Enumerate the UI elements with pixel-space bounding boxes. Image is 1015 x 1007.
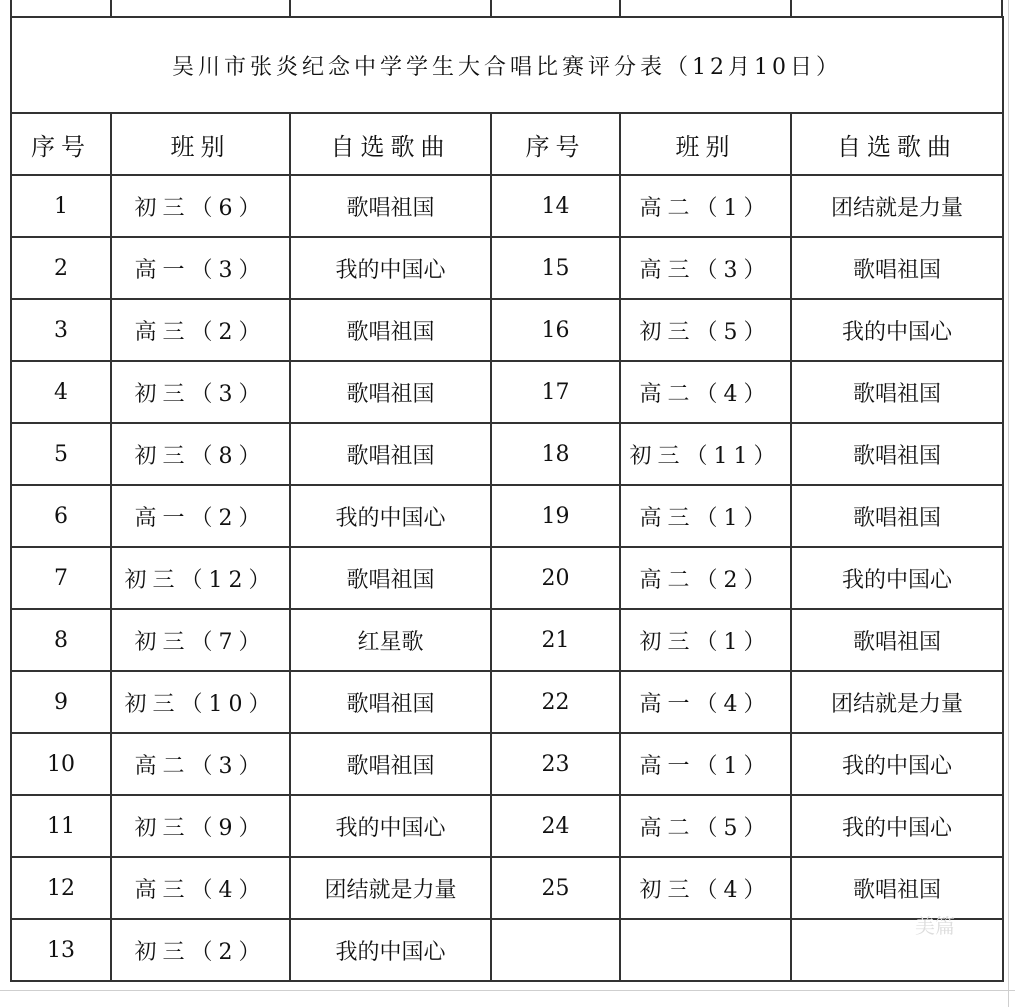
number-cell[interactable]: 19 [491, 485, 620, 547]
watermark-logo: 美篇 [915, 914, 955, 938]
cell-border [490, 0, 492, 16]
song-cell[interactable]: 歌唱祖国 [290, 547, 491, 609]
song-cell[interactable]: 歌唱祖国 [791, 237, 1003, 299]
number-cell[interactable]: 25 [491, 857, 620, 919]
number-cell[interactable]: 4 [11, 361, 111, 423]
class-cell[interactable]: 初三（4） [620, 857, 791, 919]
number-cell[interactable]: 13 [11, 919, 111, 981]
class-cell[interactable]: 初三（9） [111, 795, 290, 857]
song-cell[interactable]: 我的中国心 [290, 237, 491, 299]
table-row [11, 733, 1003, 795]
table-row [11, 485, 1003, 547]
table-row [11, 237, 1003, 299]
class-cell[interactable]: 初三（6） [111, 175, 290, 237]
table-row [11, 671, 1003, 733]
number-cell[interactable]: 3 [11, 299, 111, 361]
song-cell[interactable]: 歌唱祖国 [791, 361, 1003, 423]
song-cell[interactable]: 歌唱祖国 [791, 423, 1003, 485]
cell-border [110, 0, 112, 16]
table-row [11, 609, 1003, 671]
song-cell[interactable]: 红星歌 [290, 609, 491, 671]
header-row [11, 113, 1003, 175]
cell-border [1001, 0, 1003, 16]
class-cell[interactable] [620, 919, 791, 981]
number-cell[interactable]: 22 [491, 671, 620, 733]
number-cell[interactable]: 20 [491, 547, 620, 609]
song-cell[interactable]: 我的中国心 [290, 795, 491, 857]
table-row [11, 299, 1003, 361]
song-cell[interactable]: 歌唱祖国 [290, 423, 491, 485]
class-cell[interactable]: 初三（7） [111, 609, 290, 671]
song-cell[interactable]: 我的中国心 [290, 485, 491, 547]
class-cell[interactable]: 高二（4） [620, 361, 791, 423]
number-cell[interactable]: 21 [491, 609, 620, 671]
class-cell[interactable]: 高三（4） [111, 857, 290, 919]
song-cell[interactable]: 歌唱祖国 [290, 299, 491, 361]
table-row [11, 857, 1003, 919]
class-cell[interactable]: 高一（4） [620, 671, 791, 733]
cell-border [10, 0, 12, 16]
class-cell[interactable]: 高二（3） [111, 733, 290, 795]
number-cell[interactable]: 5 [11, 423, 111, 485]
table-title[interactable]: 吴川市张炎纪念中学学生大合唱比赛评分表（12月10日） [11, 17, 1003, 113]
class-cell[interactable]: 初三（11） [620, 423, 791, 485]
header-number[interactable]: 序号 [491, 113, 620, 175]
song-cell[interactable]: 歌唱祖国 [290, 671, 491, 733]
class-cell[interactable]: 初三（8） [111, 423, 290, 485]
gridline [1008, 0, 1009, 1007]
header-song[interactable]: 自选歌曲 [290, 113, 491, 175]
number-cell[interactable]: 9 [11, 671, 111, 733]
number-cell[interactable]: 2 [11, 237, 111, 299]
number-cell[interactable]: 1 [11, 175, 111, 237]
header-class[interactable]: 班别 [111, 113, 290, 175]
class-cell[interactable]: 初三（12） [111, 547, 290, 609]
number-cell[interactable]: 6 [11, 485, 111, 547]
cell-border [790, 0, 792, 16]
number-cell[interactable]: 18 [491, 423, 620, 485]
song-cell[interactable]: 团结就是力量 [791, 671, 1003, 733]
class-cell[interactable]: 高二（1） [620, 175, 791, 237]
table-row [11, 175, 1003, 237]
song-cell[interactable]: 我的中国心 [791, 795, 1003, 857]
table-row [11, 547, 1003, 609]
number-cell[interactable] [491, 919, 620, 981]
number-cell[interactable]: 16 [491, 299, 620, 361]
gridline [0, 990, 1015, 991]
song-cell[interactable]: 歌唱祖国 [791, 857, 1003, 919]
song-cell[interactable]: 团结就是力量 [290, 857, 491, 919]
number-cell[interactable]: 23 [491, 733, 620, 795]
song-cell[interactable]: 我的中国心 [791, 299, 1003, 361]
song-cell[interactable]: 团结就是力量 [791, 175, 1003, 237]
class-cell[interactable]: 高二（5） [620, 795, 791, 857]
cell-border [619, 0, 621, 16]
number-cell[interactable]: 11 [11, 795, 111, 857]
class-cell[interactable]: 高一（2） [111, 485, 290, 547]
score-table [10, 16, 1004, 982]
song-cell[interactable]: 歌唱祖国 [791, 609, 1003, 671]
song-cell[interactable]: 我的中国心 [290, 919, 491, 981]
cell-border [289, 0, 291, 16]
table-row [11, 795, 1003, 857]
header-number[interactable]: 序号 [11, 113, 111, 175]
class-cell[interactable]: 初三（10） [111, 671, 290, 733]
number-cell[interactable]: 7 [11, 547, 111, 609]
song-cell[interactable]: 歌唱祖国 [791, 485, 1003, 547]
class-cell[interactable]: 初三（3） [111, 361, 290, 423]
table-row [11, 423, 1003, 485]
song-cell[interactable] [791, 919, 1003, 981]
class-cell[interactable]: 高一（3） [111, 237, 290, 299]
song-cell[interactable]: 歌唱祖国 [290, 361, 491, 423]
header-song[interactable]: 自选歌曲 [791, 113, 1003, 175]
number-cell[interactable]: 15 [491, 237, 620, 299]
song-cell[interactable]: 歌唱祖国 [290, 733, 491, 795]
class-cell[interactable]: 高三（2） [111, 299, 290, 361]
table-row [11, 919, 1003, 981]
number-cell[interactable]: 24 [491, 795, 620, 857]
number-cell[interactable]: 10 [11, 733, 111, 795]
class-cell[interactable]: 高二（2） [620, 547, 791, 609]
class-cell[interactable]: 初三（2） [111, 919, 290, 981]
number-cell[interactable]: 14 [491, 175, 620, 237]
song-cell[interactable]: 我的中国心 [791, 733, 1003, 795]
number-cell[interactable]: 17 [491, 361, 620, 423]
number-cell[interactable]: 8 [11, 609, 111, 671]
class-cell[interactable]: 高一（1） [620, 733, 791, 795]
class-cell[interactable]: 初三（5） [620, 299, 791, 361]
class-cell[interactable]: 高三（3） [620, 237, 791, 299]
number-cell[interactable]: 12 [11, 857, 111, 919]
class-cell[interactable]: 初三（1） [620, 609, 791, 671]
song-cell[interactable]: 歌唱祖国 [290, 175, 491, 237]
class-cell[interactable]: 高三（1） [620, 485, 791, 547]
table-row [11, 361, 1003, 423]
header-class[interactable]: 班别 [620, 113, 791, 175]
song-cell[interactable]: 我的中国心 [791, 547, 1003, 609]
